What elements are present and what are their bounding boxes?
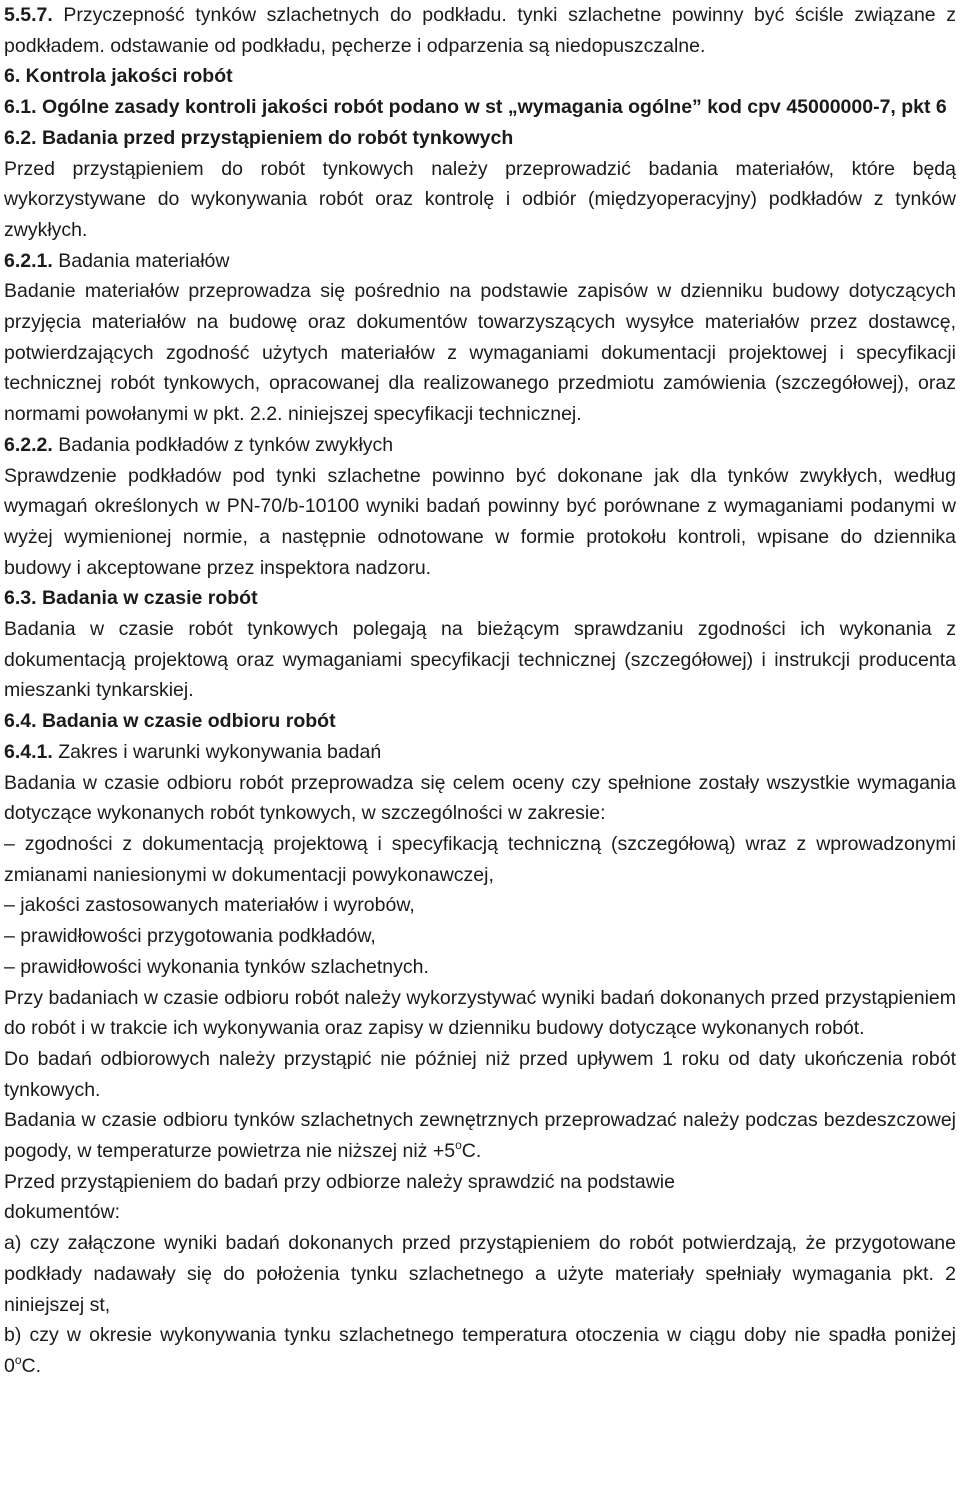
paragraph: dokumentów: [4, 1201, 120, 1224]
section-text: Przyczepność tynków szlachetnych do podkładu. tynki szlachetne powinny być ściśle związane z podkładem. odstawanie od podkładu, pęcherze i odparzenia są niedopuszczalne. [4, 4, 956, 57]
section-6-2-text: Przed przystąpieniem do robót tynkowych należy przeprowadzić badania materiałów, które będą wykorzystywane do wykonywania robót oraz kontrolę i odbiór (międzyoperacyjny) podkładów z tynków zwykłych. [4, 157, 956, 241]
list-item-a: a) czy załączone wyniki badań dokonanych przed przystąpieniem do robót potwierdzają, że przygotowane podkłady nadawały się do położenia tynku szlachetnego a użyte materiały spełniały wymagania pkt. 2 niniejszej st, [4, 1232, 956, 1316]
paragraph: Przed przystąpieniem do badań przy odbiorze należy sprawdzić na podstawie [4, 1170, 675, 1193]
paragraph: Do badań odbiorowych należy przystąpić nie później niż przed upływem 1 roku od daty ukończenia robót tynkowych. [4, 1047, 956, 1101]
section-6-4-1-heading [4, 737, 956, 768]
paragraph [4, 1105, 956, 1166]
section-6-2-2-text: Sprawdzenie podkładów pod tynki szlachetne powinno być dokonane jak dla tynków zwykłych, według wymagań określonych w PN-70/b-10100 wyniki badań powinny być porównane z wymaganiami podanymi w wyżej wymienionej normie, a następnie odnotowane w formie protokołu kontroli, wpisane do dziennika budowy i akceptowane przez inspektora nadzoru. [4, 464, 956, 579]
list-item: – prawidłowości przygotowania podkładów, [4, 925, 376, 948]
section-number: 6.2.1. [4, 249, 53, 272]
section-title: Badania podkładów z tynków zwykłych [52, 433, 394, 456]
paragraph-text: Badania w czasie odbioru tynków szlachetnych zewnętrznych przeprowadzać należy podczas bezdeszczowej pogody, w temperaturze powietrza nie niższej niż +5 [4, 1109, 956, 1163]
section-6-4-heading: 6.4. Badania w czasie odbioru robót [4, 710, 336, 733]
section-number: 6.2.2. [4, 433, 53, 456]
list-item: – zgodności z dokumentacją projektową i specyfikacją techniczną (szczegółową) wraz z wprowadzonymi zmianami naniesionymi w dokumentacji powykonawczej, [4, 832, 956, 886]
section-6-3-text: Badania w czasie robót tynkowych polegają na bieżącym sprawdzaniu zgodności ich wykonania z dokumentacją projektową oraz wymaganiami specyfikacji technicznej (szczegółowej) i instrukcji producenta mieszanki tynkarskiej. [4, 618, 956, 702]
section-title: Badania materiałów [52, 249, 230, 272]
paragraph: Przy badaniach w czasie odbioru robót należy wykorzystywać wyniki badań dokonanych przed przystąpieniem do robót i w trakcie ich wykonywania oraz zapisy w dzienniku budowy dotyczące wykonanych robót. [4, 986, 956, 1040]
degree-superscript: o [14, 1352, 22, 1367]
section-6-1-heading: 6.1. Ogólne zasady kontroli jakości robót podano w st „wymagania ogólne” kod cpv 45000000-7, pkt 6 [4, 96, 947, 119]
degree-superscript: o [455, 1138, 462, 1153]
list-item: – jakości zastosowanych materiałów i wyrobów, [4, 894, 415, 917]
section-6-heading: 6. Kontrola jakości robót [4, 65, 233, 88]
paragraph-text: C. [21, 1354, 42, 1377]
paragraph-text: b) czy w okresie wykonywania tynku szlachetnego temperatura otoczenia w ciągu doby nie spadła poniżej 0 [4, 1324, 956, 1377]
section-6-3-heading: 6.3. Badania w czasie robót [4, 587, 258, 610]
section-number: 5.5.7. [4, 4, 53, 26]
paragraph-text: C. [461, 1140, 482, 1163]
section-6-2-heading: 6.2. Badania przed przystąpieniem do robót tynkowych [4, 126, 514, 149]
section-5-5-7 [4, 0, 956, 61]
section-6-4-1-intro: Badania w czasie odbioru robót przeprowadza się celem oceny czy spełnione zostały wszystkie wymagania dotyczące wykonanych robót tynkowych, w szczególności w zakresie: [4, 771, 956, 825]
section-title: Zakres i warunki wykonywania badań [52, 740, 382, 763]
list-item-b [4, 1320, 956, 1381]
section-6-2-1-heading [4, 246, 956, 277]
section-6-2-2-heading [4, 430, 956, 461]
section-number: 6.4.1. [4, 740, 53, 763]
list-item: – prawidłowości wykonania tynków szlachetnych. [4, 955, 429, 978]
section-6-2-1-text: Badanie materiałów przeprowadza się pośrednio na podstawie zapisów w dzienniku budowy dotyczących przyjęcia materiałów na budowę oraz dokumentów towarzyszących wysyłce materiałów przez dostawcę, potwierdzających zgodność użytych materiałów z wymaganiami dokumentacji projektowej i specyfikacji technicznej robót tynkowych, opracowanej dla realizowanego przedmiotu zamówienia (szczegółowej), oraz normami powołanymi w pkt. 2.2. niniejszej specyfikacji technicznej. [4, 280, 956, 426]
